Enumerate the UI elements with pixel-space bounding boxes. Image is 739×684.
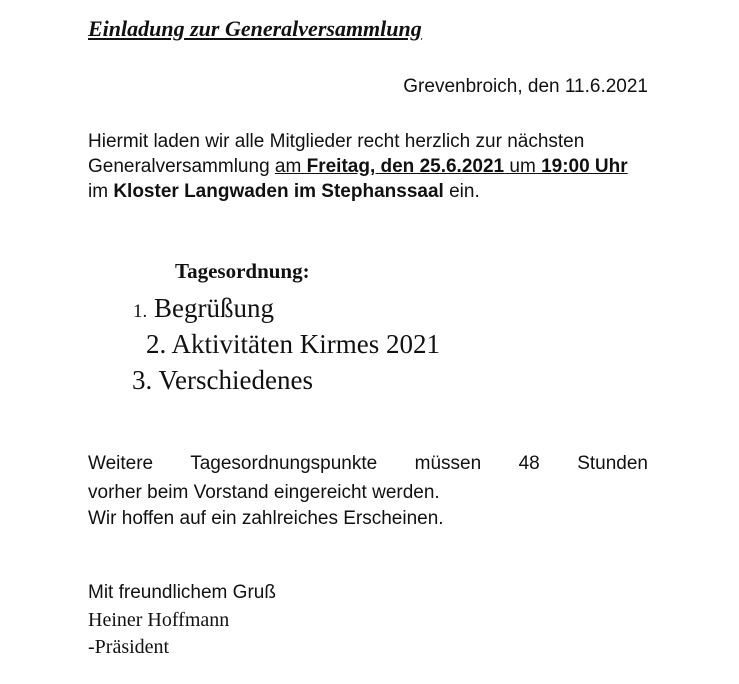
agenda-item-number: 3. [132,365,153,395]
intro-text: Hiermit laden wir alle Mitglieder recht herzlich zur nächsten Generalversammlung [88,131,585,177]
meeting-date: Freitag, den 25.6.2021 [306,156,505,177]
agenda-item-label: Aktivitäten Kirmes 2021 [171,329,440,359]
intro-text: im [88,181,114,202]
agenda-item-number: 2. [146,329,167,359]
intro-text: am [274,156,307,177]
signer-role: -Präsident [88,636,170,658]
agenda-item [133,293,274,324]
meeting-time: 19:00 Uhr [541,156,628,177]
agenda-item-label: Begrüßung [154,293,274,323]
note-line: Wir hoffen auf ein zahlreiches Erscheinen. [88,508,444,529]
note-line: vorher beim Vorstand eingereicht werden. [88,482,440,503]
place-date: Grevenbroich, den 11.6.2021 [403,76,648,97]
agenda-heading: Tagesordnung: [175,259,310,283]
agenda-item-number: 1. [133,301,148,322]
closing-greeting: Mit freundlichem Gruß [88,582,276,603]
intro-paragraph [88,129,648,204]
intro-text: um [504,156,542,177]
agenda-item-label: Verschiedenes [158,365,313,395]
signer-name: Heiner Hoffmann [88,609,230,631]
agenda-item [146,329,440,360]
meeting-location: Kloster Langwaden im Stephanssaal [113,181,444,202]
note-line: Weitere Tagesordnungspunkte müssen 48 Stunden [88,453,648,474]
intro-text: ein. [443,181,480,202]
intro-text-underlined [275,156,628,177]
agenda-item [132,365,313,396]
document-title: Einladung zur Generalversammlung [88,16,422,41]
